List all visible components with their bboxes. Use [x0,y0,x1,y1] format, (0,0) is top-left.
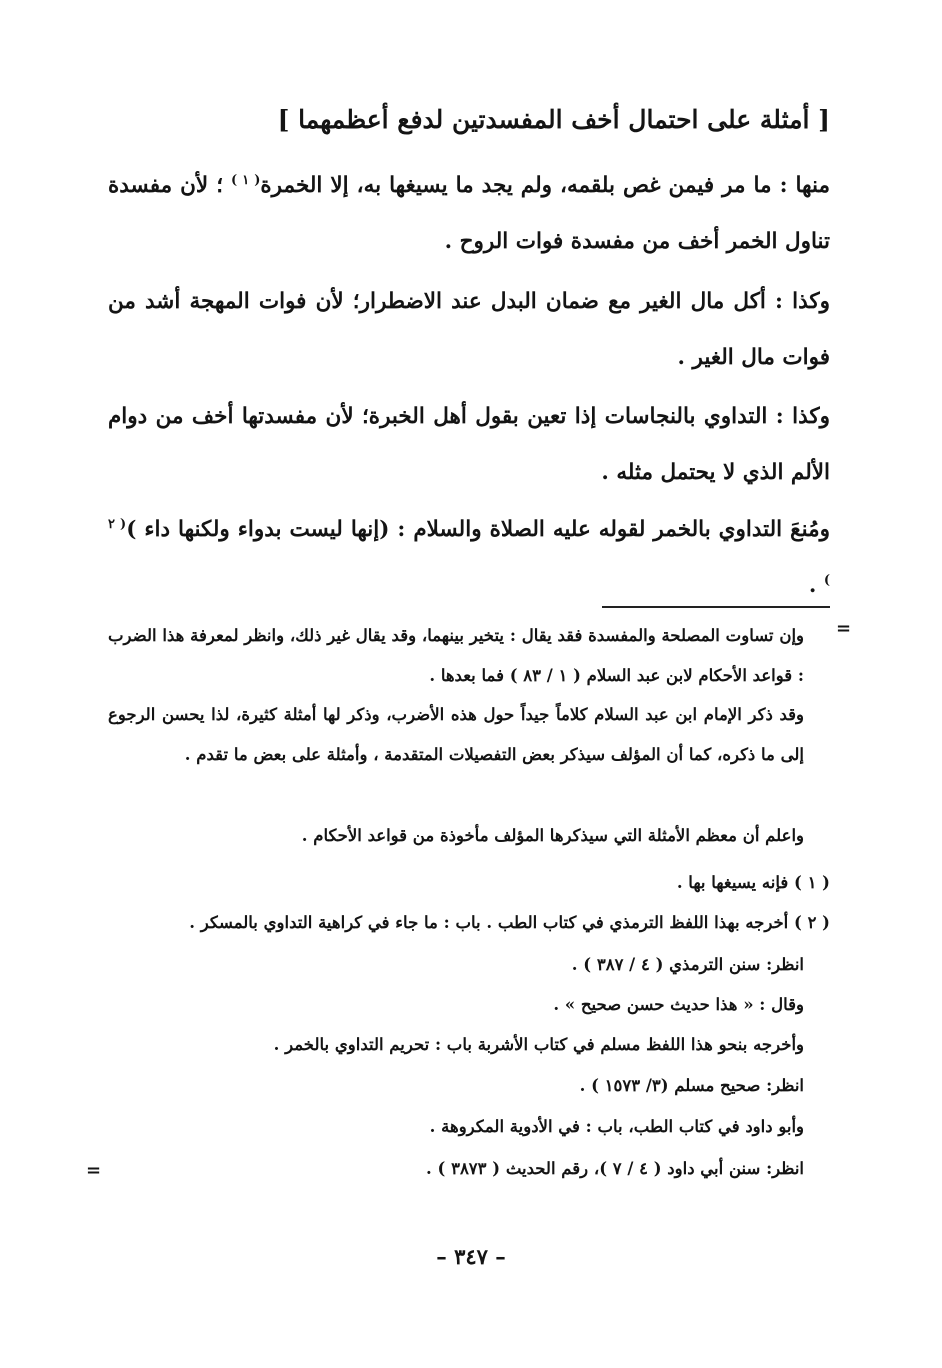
paragraph-4 [108,502,830,614]
footnote-2-line: وقال : « هذا حديث حسن صحيح » . [553,995,804,1014]
footnote-2-line: انظر: سنن أبي داود ( ٤ / ٧ )، رقم الحديث ( ٣٨٧٣ ) . [426,1159,804,1178]
paragraph-3: وكذا : التداوي بالنجاسات إذا تعين بقول أهل الخبرة؛ لأن مفسدتها أخف من دوام الألم الذي لا يحتمل مثله . [108,404,830,485]
section-heading: [ أمثلة على احتمال أخف المفسدتين لدفع أعظمهما ] [277,105,830,134]
paragraph-1-text: منها : ما مر فيمن غص بلقمه، ولم يجد ما يسيغها به، إلا الخمرة [260,173,830,198]
paragraph-4-text-end: . [808,573,824,598]
footnote-continuation-marker: = [836,618,852,639]
footnote-2-line: وأخرجه بنحو هذا اللفظ مسلم في كتاب الأشربة باب : تحريم التداوي بالخمر . [273,1035,804,1054]
footnote-end-marker: = [86,1160,102,1181]
footnote-2-line: وأبو داود في كتاب الطب، باب : في الأدوية المكروهة . [429,1117,804,1136]
footnote-2: ( ٢ ) أخرجه بهذا اللفظ الترمذي في كتاب الطب . باب : ما جاء في كراهية التداوي بالمسكر . [189,913,830,932]
footnote-continued-text-3: واعلم أن معظم الأمثلة التي سيذكرها المؤلف مأخوذة من قواعد الأحكام . [301,826,804,845]
footnote-continued-text-1: وإن تساوت المصلحة والمفسدة فقد يقال : يتخير بينهما، وقد يقال غير ذلك، وانظر لمعرفة هذا الضرب : قواعد الأحكام لابن عبد السلام ( ١ / ٨٣ ) فما بعدها . [108,626,804,685]
paragraph-1-text-end: ؛ لأن مفسدة تناول الخمر أخف من مفسدة فوات الروح . [108,173,830,254]
page-number: – ٣٤٧ – [436,1244,506,1269]
footnote-divider [602,606,830,608]
footnote-ref-2[interactable]: ( ٢ ) [108,516,830,588]
paragraph-4-text: ومُنعَ التداوي بالخمر لقوله عليه الصلاة والسلام : (إنها ليست بدواء ولكنها داء ) [126,517,830,542]
footnote-2-line: انظر: سنن الترمذي ( ٤ / ٣٨٧ ) . [571,955,804,974]
paragraph-1 [108,158,830,270]
footnote-continued-text-2: وقد ذكر الإمام ابن عبد السلام كلاماً جيداً حول هذه الأضرب، وذكر لها أمثلة كثيرة، لذا يحسن الرجوع إلى ما ذكره، كما أن المؤلف سيذكر بعض التفصيلات المتقدمة ، وأمثلة على بعض ما تقدم . [108,705,804,764]
footnote-ref-1[interactable]: ( ١ ) [231,172,261,188]
footnote-1: ( ١ ) فإنه يسيغها بها . [676,873,830,892]
paragraph-2: وكذا : أكل مال الغير مع ضمان البدل عند الاضطرار؛ لأن فوات المهجة أشد من فوات مال الغير . [108,289,830,370]
footnote-2-line: انظر: صحيح مسلم (٣/ ١٥٧٣ ) . [579,1076,804,1095]
